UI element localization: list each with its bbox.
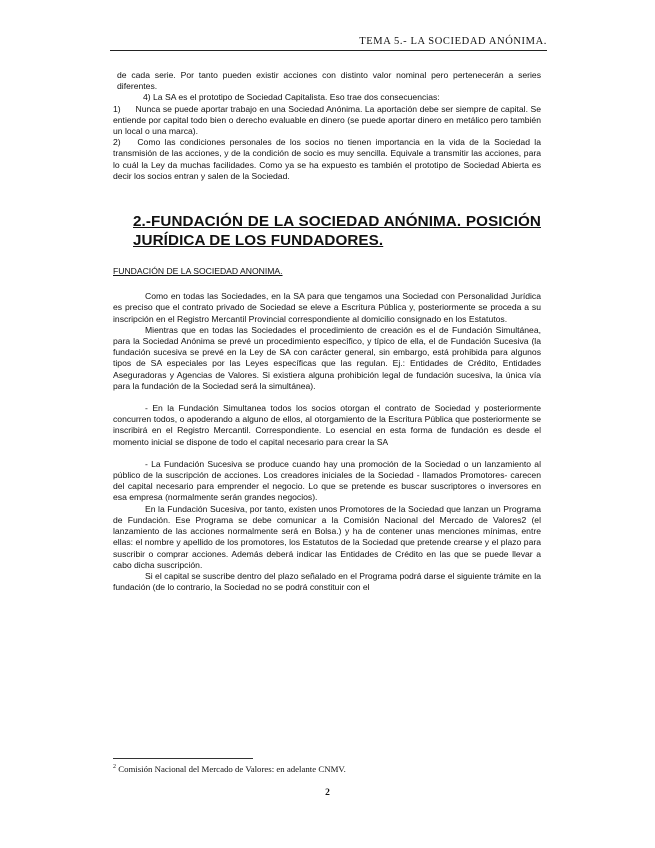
- page-number: 2: [325, 788, 330, 798]
- consequence-2-text: Como las condiciones personales de los socios no tienen importancia en la vida de la Sociedad la transmisión de las acciones, y de la condición de socio es muy sencilla. Equivale a transmitir las acciones, para lo cuál la Ley da muchas facilidades. Como ya se ha expuesto es también el prototipo de Sociedad Abierta es decir los socios entran y salen de la Sociedad.: [113, 137, 541, 181]
- footnote-mark: 2: [113, 764, 116, 771]
- consequence-1-number: 1): [113, 103, 121, 114]
- paragraph-simultanea: - En la Fundación Simultanea todos los socios otorgan el contrato de Sociedad y posteriormente concurren todos, o apoderando a alguno de ellos, al otorgamiento de la Escritura Pública que posteriormente se inscribirá en el Registro Mercantil. Correspondiente. Lo esencial en esta forma de fundación es desde el momento inicial se dispone de todo el capital necesario para crear la SA: [113, 403, 541, 447]
- footnote-divider: [113, 758, 253, 759]
- paragraph-1: Como en todas las Sociedades, en la SA para que tengamos una Sociedad con Personalidad Jurídica es preciso que el contrato privado de Sociedad se eleve a Escritura Pública y, posteriormente se proceda a su inscripción en el Registro Mercantil Provincial correspondiente al domicilio consignado en los Estatutos.: [113, 291, 541, 324]
- footnote: [113, 764, 543, 774]
- consequence-1: [113, 104, 541, 138]
- footnote-text: Comisión Nacional del Mercado de Valores: en adelante CNMV.: [118, 764, 346, 774]
- running-header: TEMA 5.- LA SOCIEDAD ANÓNIMA.: [110, 36, 547, 51]
- list-item-point-4: 4) La SA es el prototipo de Sociedad Capitalista. Eso trae dos consecuencias:: [143, 92, 440, 103]
- paragraph-capital: Si el capital se suscribe dentro del plazo señalado en el Programa podrá darse el siguiente trámite en la fundación (de lo contrario, la Sociedad no se podrá constituir con el: [113, 570, 541, 593]
- page-body: [113, 70, 541, 593]
- paragraph-sucesiva: - La Fundación Sucesiva se produce cuando hay una promoción de la Sociedad o un lanzamiento al público de la suscripción de acciones. Los creadores iniciales de la Sociedad - llamados Promotores- carecen del capital necesario para emprender el negocio. Lo que se pretende es buscar suscriptores o inversores en esa empresa (normalmente serán grandes negocios).: [113, 458, 541, 503]
- consequence-2: [113, 137, 541, 182]
- consequence-2-number: 2): [113, 137, 121, 148]
- paragraph-continuation: de cada serie. Por tanto pueden existir acciones con distinto valor nominal pero pertenecerán a series diferentes.: [117, 70, 541, 92]
- subsection-heading: FUNDACIÓN DE LA SOCIEDAD ANONIMA.: [113, 266, 283, 277]
- consequence-1-text: Nunca se puede aportar trabajo en una Sociedad Anónima. La aportación debe ser siempre de capital. Se entiende por capital todo bien o derecho evaluable en dinero (se puede aportar dinero en metálico pero también un local o una marca).: [113, 103, 541, 137]
- paragraph-2: Mientras que en todas las Sociedades el procedimiento de creación es el de Fundación Simultánea, para la Sociedad Anónima se prevé un procedimiento específico, y típico de ella, el de Fundación Sucesiva (la fundación sucesiva se prevé en la Ley de SA con carácter general, sin embargo, está prohibida para algunos tipos de SA especiales por las Leyes específicas que las regulan. Ej.: Entidades de Crédito, Entidades Aseguradoras y Agencias de Valores. Si existiera alguna prohibición legal de fundación sucesiva, la única vía para la fundación de la Sociedad será la simultánea).: [113, 324, 541, 391]
- section-heading: 2.-FUNDACIÓN DE LA SOCIEDAD ANÓNIMA. POSICIÓN JURÍDICA DE LOS FUNDADORES.: [133, 213, 541, 250]
- paragraph-programa: En la Fundación Sucesiva, por tanto, existen unos Promotores de la Sociedad que lanzan un Programa de Fundación. Ese Programa se debe comunicar a la Comisión Nacional del Mercado de Valores2 (el lanzamiento de las acciones normalmente será en Bolsa.) y ha de contener unas menciones mínimas, entre ellas: el nombre y apellido de los promotores, los Estatutos de la Sociedad que pretende crearse y el plazo para suscribir o comprar acciones. Además deberá indicar las Entidades de Crédito en las que se puede llevar a cabo dicha suscripción.: [113, 503, 541, 570]
